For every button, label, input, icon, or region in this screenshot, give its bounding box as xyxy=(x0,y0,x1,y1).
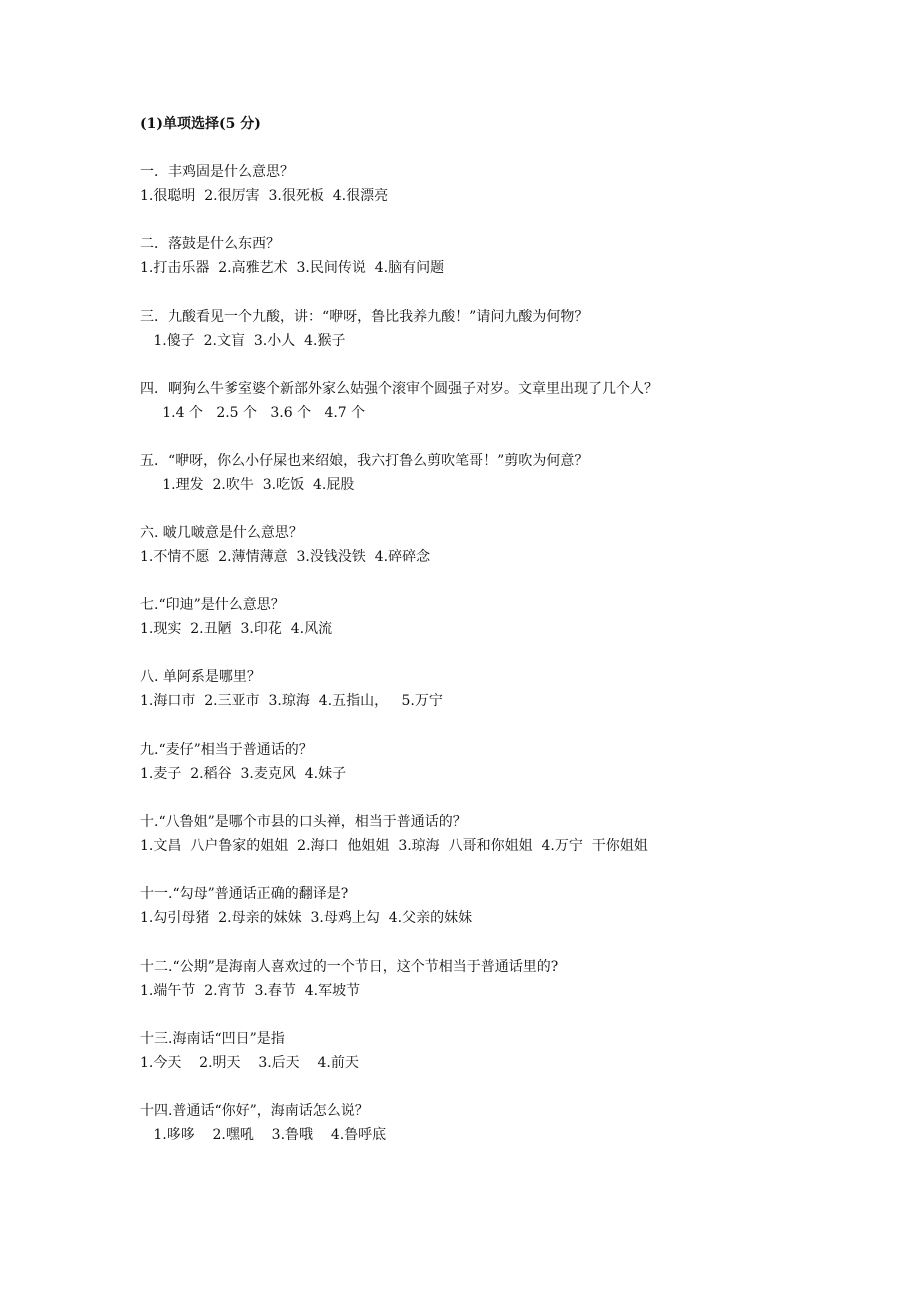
question-options: 1.理发 2.吹牛 3.吃饭 4.屁股 xyxy=(140,477,355,493)
question-text: 三．九酸看见一个九酸，讲：“咿呀，鲁比我养九酸！”请问九酸为何物？ xyxy=(140,309,589,325)
question-options: 1.现实 2.丑陋 3.印花 4.风流 xyxy=(140,621,333,637)
question-8 xyxy=(140,665,880,713)
question-options: 1.4 个 2.5 个 3.6 个 4.7 个 xyxy=(140,405,366,421)
question-1 xyxy=(140,160,880,208)
question-text: 十三.海南话“凹日”是指 xyxy=(140,1031,285,1047)
question-4 xyxy=(140,377,880,425)
question-text: 十二.“公期”是海南人喜欢过的一个节日，这个节相当于普通话里的? xyxy=(140,959,559,975)
question-options: 1.哆哆 2.嘿吼 3.鲁哦 4.鲁呼底 xyxy=(140,1127,387,1143)
question-text: 七.“印迪”是什么意思？ xyxy=(140,597,285,613)
question-14 xyxy=(140,1099,880,1147)
question-text: 二．落鼓是什么东西？ xyxy=(140,236,280,252)
question-3 xyxy=(140,305,880,353)
question-text: 四．啊狗么牛爹室婆个新部外家么姑强个滚审个圆强子对岁。文章里出现了几个人？ xyxy=(140,381,658,397)
question-6 xyxy=(140,521,880,569)
question-options: 1.端午节 2.宵节 3.春节 4.军坡节 xyxy=(140,983,361,999)
question-2 xyxy=(140,232,880,280)
question-7 xyxy=(140,593,880,641)
question-options: 1.打击乐器 2.高雅艺术 3.民间传说 4.脑有问题 xyxy=(140,260,445,276)
question-text: 一．丰鸡固是什么意思？ xyxy=(140,164,294,180)
question-text: 八. 单阿系是哪里？ xyxy=(140,669,261,685)
question-options: 1.今天 2.明天 3.后天 4.前天 xyxy=(140,1055,359,1071)
question-9 xyxy=(140,738,880,786)
question-text: 九.“麦仔”相当于普通话的？ xyxy=(140,742,313,758)
question-options: 1.很聪明 2.很厉害 3.很死板 4.很漂亮 xyxy=(140,188,389,204)
question-text: 十.“八鲁姐”是哪个市县的口头禅，相当于普通话的？ xyxy=(140,814,467,830)
question-13 xyxy=(140,1027,880,1075)
question-5 xyxy=(140,449,880,497)
question-11 xyxy=(140,882,880,930)
question-options: 1.傻子 2.文盲 3.小人 4.猴子 xyxy=(140,333,346,349)
question-options: 1.海口市 2.三亚市 3.琼海 4.五指山， 5.万宁 xyxy=(140,693,443,709)
question-text: 五．“咿呀，你么小仔屎也来绍娘，我六打鲁么剪吹笔哥！”剪吹为何意？ xyxy=(140,453,589,469)
section-title: (1)单项选择(5 分) xyxy=(140,116,261,132)
question-options: 1.不情不愿 2.薄情薄意 3.没钱没铁 4.碎碎念 xyxy=(140,549,431,565)
question-text: 十一.“勾母”普通话正确的翻译是? xyxy=(140,886,349,902)
question-text: 六. 啵几啵意是什么意思？ xyxy=(140,525,303,541)
question-12 xyxy=(140,955,880,1003)
question-options: 1.麦子 2.稻谷 3.麦克风 4.妹子 xyxy=(140,766,347,782)
question-10 xyxy=(140,810,880,858)
question-options: 1.文昌 八户鲁家的姐姐 2.海口 他姐姐 3.琼海 八哥和你姐姐 4.万宁 干你姐姐 xyxy=(140,838,648,854)
question-text: 十四.普通话“你好”，海南话怎么说？ xyxy=(140,1103,369,1119)
question-options: 1.勾引母猪 2.母亲的妹妹 3.母鸡上勾 4.父亲的妹妹 xyxy=(140,910,473,926)
